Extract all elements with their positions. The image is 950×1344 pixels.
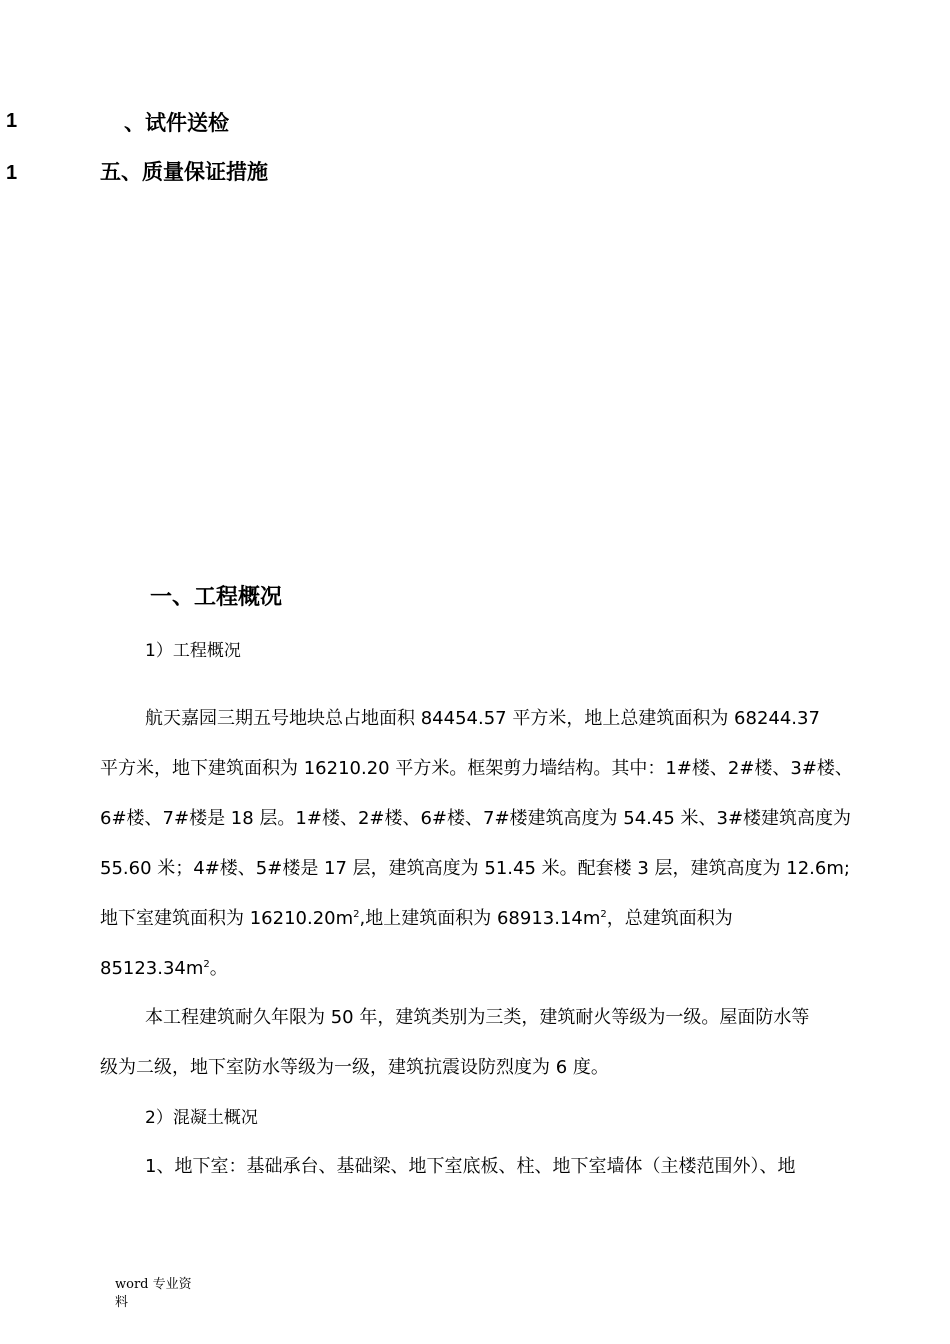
toc-number: 1 — [6, 162, 18, 184]
toc-number: 1 — [6, 110, 18, 132]
subheading: 2）混凝土概况 — [145, 1108, 258, 1128]
toc-entry[interactable]: 五、质量保证措施 — [100, 160, 268, 184]
section-heading: 一、工程概况 — [150, 585, 283, 610]
paragraph-line: 级为二级，地下室防水等级为一级，建筑抗震设防烈度为 6 度。 — [100, 1057, 609, 1078]
page-footer — [115, 1276, 192, 1312]
paragraph-line: 1、地下室：基础承台、基础梁、地下室底板、柱、地下室墙体（主楼范围外）、地 — [145, 1156, 796, 1177]
subheading: 1）工程概况 — [145, 641, 241, 661]
footer-line: word 专业资 — [115, 1277, 192, 1292]
footer-line: 料 — [115, 1295, 129, 1310]
paragraph-line: 地下室建筑面积为 $16210.20m^2$,地上建筑面积为 $68913.14m^2$，总建筑面积为 — [100, 908, 733, 929]
paragraph-line: 航天嘉园三期五号地块总占地面积 84454.57 平方米，地上总建筑面积为 68244.37 — [145, 708, 820, 729]
paragraph-line: 本工程建筑耐久年限为 50 年，建筑类别为三类，建筑耐火等级为一级。屋面防水等 — [145, 1007, 810, 1028]
paragraph-line: 平方米，地下建筑面积为 16210.20 平方米。框架剪力墙结构。其中：1#楼、2#楼、3#楼、 — [100, 758, 853, 779]
toc-entry[interactable]: 、试件送检 — [124, 111, 229, 135]
paragraph-line: 55.60 米；4#楼、5#楼是 17 层，建筑高度为 51.45 米。配套楼 3 层，建筑高度为 12.6m; — [100, 858, 850, 879]
paragraph-line: $85123.34m^2$。 — [100, 958, 228, 979]
paragraph-line: 6#楼、7#楼是 18 层。1#楼、2#楼、6#楼、7#楼建筑高度为 54.45 米、3#楼建筑高度为 — [100, 808, 852, 829]
